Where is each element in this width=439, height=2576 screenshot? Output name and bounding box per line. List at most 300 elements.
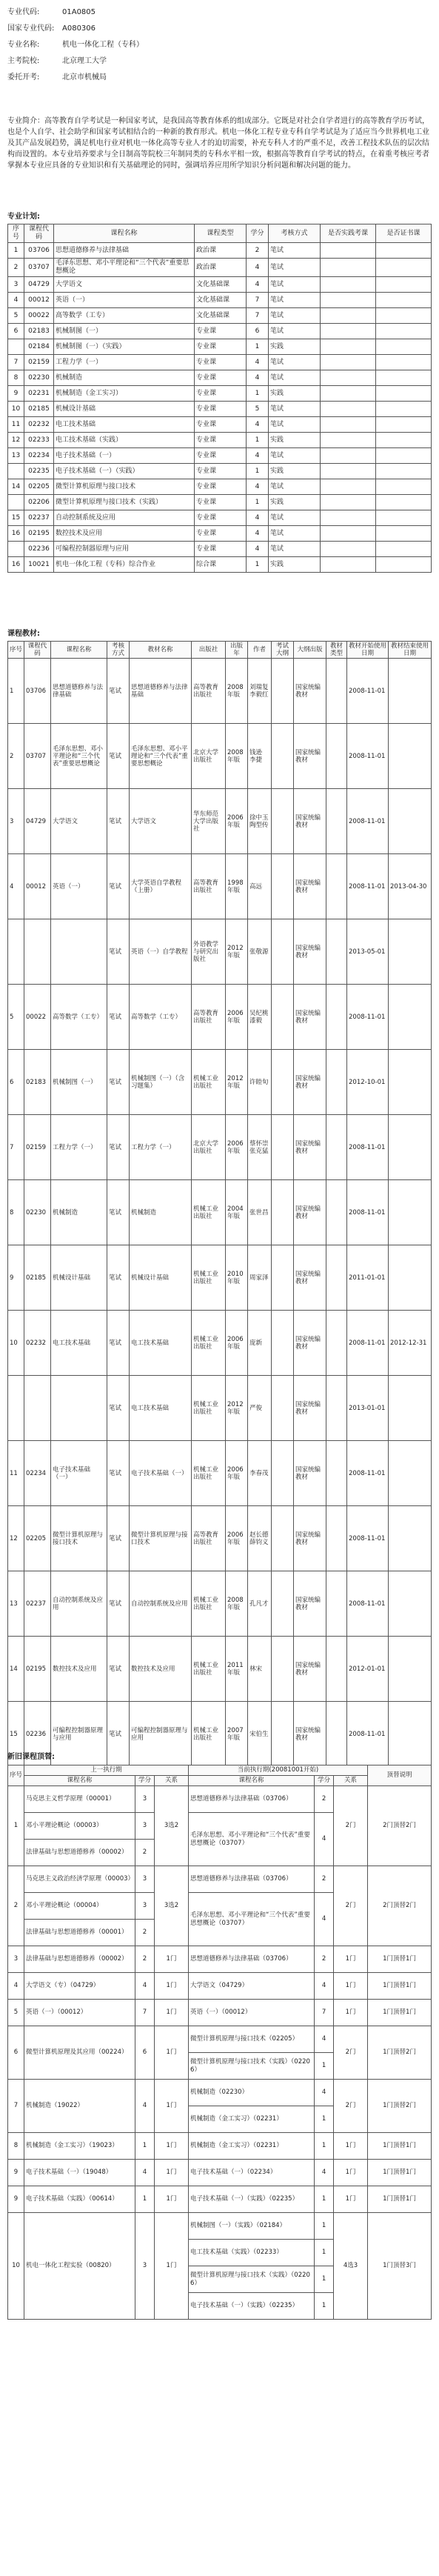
books-cell: 机械设计基础 <box>130 1245 192 1311</box>
replace-old-course: 电子技术基础（一）（19048） <box>24 2160 135 2186</box>
major-name: 机电一体化工程（专科） <box>62 41 144 49</box>
plan-header-cell: 课程类型 <box>195 224 247 243</box>
books-cell <box>389 1050 432 1115</box>
plan-cell: 专业课 <box>195 402 247 417</box>
plan-cell <box>321 339 376 355</box>
books-cell: 2008年版 <box>226 1571 248 1637</box>
replace-header-row-1 <box>8 1765 432 1776</box>
replace-old-credit: 3 <box>135 1866 155 1893</box>
plan-cell <box>321 308 376 324</box>
books-cell: 机械工业出版社 <box>192 1376 226 1441</box>
plan-row <box>8 259 432 277</box>
plan-cell: 工程力学（一） <box>54 355 195 370</box>
books-cell <box>389 985 432 1050</box>
plan-cell: 机械设计基础 <box>54 402 195 417</box>
replace-new-course: 思想道德修养与法律基础（03706） <box>189 1946 315 1973</box>
replace-subheader-cell: 学分 <box>315 1776 334 1786</box>
books-cell: 11 <box>8 1441 24 1506</box>
plan-cell <box>376 308 432 324</box>
plan-cell: 专业课 <box>195 526 247 542</box>
books-cell <box>389 1441 432 1506</box>
plan-cell: 电子技术基础（一） <box>54 448 195 464</box>
books-header-cell: 教材开始使用日期 <box>347 642 389 659</box>
books-header-cell: 课程代码 <box>24 642 51 659</box>
plan-cell <box>321 259 376 277</box>
plan-row <box>8 542 432 557</box>
plan-cell: 实践 <box>269 433 321 448</box>
books-cell: 2008年版 <box>226 659 248 724</box>
plan-cell: 7 <box>247 308 269 324</box>
replace-new-credit: 1 <box>315 2106 334 2133</box>
replace-old-relation: 1门 <box>155 2213 189 2320</box>
books-cell: 电工技术基础 <box>51 1311 107 1376</box>
books-cell: 微型计算机原理与接口技术 <box>51 1506 107 1571</box>
books-cell <box>272 1702 294 1767</box>
replace-row <box>8 2213 432 2240</box>
books-cell: 刘瑞复 李毅红 <box>248 659 272 724</box>
books-cell <box>326 1311 347 1376</box>
plan-cell: 1 <box>247 339 269 355</box>
plan-cell <box>376 386 432 402</box>
replace-no: 7 <box>8 2080 24 2133</box>
replace-head-old: 上一执行期 <box>24 1765 189 1776</box>
replace-new-relation: 1门 <box>334 1973 368 2000</box>
books-cell <box>389 1637 432 1702</box>
books-cell: 机械工业出版社 <box>192 1180 226 1245</box>
replace-new-course: 毛泽东思想、邓小平理论和“三个代表”重要思想概论（03707） <box>189 1893 315 1946</box>
books-cell: 严俊 <box>248 1376 272 1441</box>
books-cell: 02159 <box>24 1115 51 1180</box>
plan-cell: 笔试 <box>269 259 321 277</box>
plan-cell: 笔试 <box>269 526 321 542</box>
replace-old-course: 机械制造（19022） <box>24 2080 135 2133</box>
plan-cell: 政治课 <box>195 243 247 259</box>
replace-new-credit: 1 <box>315 2266 334 2293</box>
plan-cell: 专业课 <box>195 495 247 510</box>
replace-new-credit: 4 <box>315 1893 334 1946</box>
plan-cell: 机械制图（一）（实践） <box>54 339 195 355</box>
books-cell: 02236 <box>24 1702 51 1767</box>
plan-cell <box>376 479 432 495</box>
books-row <box>8 919 432 985</box>
plan-cell: 02159 <box>24 355 54 370</box>
books-cell: 外语教学与研究出版社 <box>192 919 226 985</box>
books-cell: 笔试 <box>107 1506 130 1571</box>
books-cell: 03707 <box>24 724 51 789</box>
replace-row <box>8 2186 432 2213</box>
books-cell: 2012年版 <box>226 919 248 985</box>
books-cell: 工程力学（一） <box>130 1115 192 1180</box>
plan-cell: 03706 <box>24 243 54 259</box>
replace-old-course: 机械制造（金工实习）（19023） <box>24 2133 135 2160</box>
plan-cell: 02233 <box>24 433 54 448</box>
replace-new-course: 毛泽东思想、邓小平理论和“三个代表”重要思想概论（03707） <box>189 1813 315 1866</box>
replace-no: 9 <box>8 2186 24 2213</box>
replace-new-course: 思想道德修养与法律基础（03706） <box>189 1786 315 1813</box>
plan-header-cell: 学分 <box>247 224 269 243</box>
books-title: 课程教材: <box>7 630 40 638</box>
plan-cell: 文化基础课 <box>195 308 247 324</box>
replace-new-credit: 1 <box>315 2293 334 2320</box>
plan-cell <box>376 510 432 526</box>
replace-old-course: 马克思主义哲学原理（00001） <box>24 1786 135 1813</box>
books-cell: 李春茂 <box>248 1441 272 1506</box>
books-header-row <box>8 642 432 659</box>
books-row <box>8 1637 432 1702</box>
plan-cell: 专业课 <box>195 339 247 355</box>
books-cell: 2006年版 <box>226 1506 248 1571</box>
plan-cell <box>376 542 432 557</box>
books-row <box>8 854 432 919</box>
books-cell: 高等教育出版社 <box>192 985 226 1050</box>
books-cell: 笔试 <box>107 854 130 919</box>
plan-cell: 专业课 <box>195 355 247 370</box>
replace-row <box>8 2026 432 2053</box>
plan-cell: 5 <box>247 402 269 417</box>
plan-cell <box>376 277 432 293</box>
books-cell <box>326 789 347 854</box>
books-cell: 自动控制系统及应用 <box>130 1571 192 1637</box>
books-cell: 国家统编教材 <box>294 1376 326 1441</box>
plan-cell: 笔试 <box>269 293 321 308</box>
replace-row <box>8 1946 432 1973</box>
replace-head-desc: 顶替说明 <box>368 1765 432 1786</box>
plan-row <box>8 557 432 573</box>
replace-new-course: 微型计算机原理与接口技术（实践）（02206） <box>189 2053 315 2080</box>
plan-cell: 00012 <box>24 293 54 308</box>
books-cell <box>389 1245 432 1311</box>
replace-old-credit: 3 <box>135 1786 155 1813</box>
replace-new-credit: 4 <box>315 2080 334 2106</box>
plan-cell: 笔试 <box>269 417 321 433</box>
books-header-cell: 教材类型 <box>326 642 347 659</box>
books-cell: 工程力学（一） <box>51 1115 107 1180</box>
books-cell: 5 <box>8 985 24 1050</box>
replace-old-course: 微型计算机原理及其应用（00224） <box>24 2026 135 2080</box>
books-cell: 2013-01-01 <box>347 1376 389 1441</box>
replace-old-credit: 2 <box>135 1920 155 1946</box>
replace-subheader-cell: 关系 <box>155 1776 189 1786</box>
books-cell: 2008-11-01 <box>347 985 389 1050</box>
books-cell: 2012年版 <box>226 1376 248 1441</box>
plan-cell: 8 <box>8 370 24 386</box>
plan-cell: 实践 <box>269 557 321 573</box>
books-cell <box>389 1376 432 1441</box>
plan-row <box>8 339 432 355</box>
plan-cell <box>321 386 376 402</box>
plan-cell: 数控技术及应用 <box>54 526 195 542</box>
books-cell: 机械工业出版社 <box>192 1311 226 1376</box>
books-cell: 笔试 <box>107 1245 130 1311</box>
national-code: A080306 <box>62 24 96 33</box>
plan-cell: 专业课 <box>195 433 247 448</box>
plan-cell <box>376 417 432 433</box>
plan-cell: 政治课 <box>195 259 247 277</box>
plan-cell: 专业课 <box>195 324 247 339</box>
plan-cell: 专业课 <box>195 448 247 464</box>
replace-new-relation: 2门 <box>334 2080 368 2133</box>
replace-new-course: 机械制造（金工实习）（02231） <box>189 2133 315 2160</box>
books-cell: 2006年版 <box>226 1115 248 1180</box>
books-cell: 可编程控制器原理与应用 <box>130 1702 192 1767</box>
plan-cell: 实践 <box>269 464 321 479</box>
books-cell: 自动控制系统及应用 <box>51 1571 107 1637</box>
books-cell: 2011年版 <box>226 1637 248 1702</box>
replace-desc: 1门顶替1门 <box>368 1973 432 2000</box>
books-cell: 2012-10-01 <box>347 1050 389 1115</box>
plan-cell: 机械制造（金工实习） <box>54 386 195 402</box>
books-cell <box>272 1637 294 1702</box>
books-cell: 国家统编教材 <box>294 1050 326 1115</box>
books-row <box>8 1702 432 1767</box>
books-cell: 02183 <box>24 1050 51 1115</box>
plan-cell: 1 <box>247 433 269 448</box>
plan-row <box>8 417 432 433</box>
books-cell: 毛泽东思想、邓小平理论和“三个代表”重要思想概论 <box>51 724 107 789</box>
books-cell: 机械设计基础 <box>51 1245 107 1311</box>
plan-cell: 1 <box>247 464 269 479</box>
books-cell <box>326 1050 347 1115</box>
books-cell: 2008-11-01 <box>347 789 389 854</box>
books-cell: 笔试 <box>107 1571 130 1637</box>
books-cell: 机械制造 <box>51 1180 107 1245</box>
plan-cell: 10021 <box>24 557 54 573</box>
books-cell: 周家泽 <box>248 1245 272 1311</box>
replace-old-course: 电子技术基础（实践）（00614） <box>24 2186 135 2213</box>
books-cell <box>326 1571 347 1637</box>
books-cell <box>272 724 294 789</box>
books-cell: 2006年版 <box>226 985 248 1050</box>
books-cell: 思想道德修养与法律基础 <box>51 659 107 724</box>
plan-row <box>8 510 432 526</box>
plan-cell: 可编程控制器原理与应用 <box>54 542 195 557</box>
plan-cell: 专业课 <box>195 417 247 433</box>
books-row <box>8 1311 432 1376</box>
replace-old-course: 法律基础与思想道德修养（00002） <box>24 1840 135 1866</box>
books-cell: 国家统编教材 <box>294 1637 326 1702</box>
plan-cell <box>321 402 376 417</box>
books-cell: 2008-11-01 <box>347 659 389 724</box>
books-cell: 张敬源 <box>248 919 272 985</box>
plan-title: 专业计划: <box>7 213 40 221</box>
books-cell: 2013-05-01 <box>347 919 389 985</box>
plan-cell: 13 <box>8 448 24 464</box>
books-cell: 徐中玉 陶型传 <box>248 789 272 854</box>
replace-old-course: 法律基础与思想道德修养（00001） <box>24 1920 135 1946</box>
replace-new-course: 电子技术基础（一）（实践）（02235） <box>189 2293 315 2320</box>
books-cell: 国家统编教材 <box>294 919 326 985</box>
plan-cell <box>321 417 376 433</box>
books-cell: 02195 <box>24 1637 51 1702</box>
books-cell: 机械工业出版社 <box>192 1637 226 1702</box>
books-cell: 笔试 <box>107 1050 130 1115</box>
replace-subheader-cell: 课程名称 <box>189 1776 315 1786</box>
books-cell: 国家统编教材 <box>294 1311 326 1376</box>
replace-new-relation: 2门 <box>334 1866 368 1946</box>
plan-row <box>8 386 432 402</box>
plan-row <box>8 433 432 448</box>
books-cell: 2008年版 <box>226 724 248 789</box>
replace-old-credit: 7 <box>135 2000 155 2026</box>
books-cell <box>389 919 432 985</box>
books-cell: 北京大学出版社 <box>192 1115 226 1180</box>
plan-cell: 自动控制系统及应用 <box>54 510 195 526</box>
replace-old-course: 马克思主义政治经济学原理（00003） <box>24 1866 135 1893</box>
plan-cell: 2 <box>247 243 269 259</box>
plan-cell <box>376 433 432 448</box>
books-cell: 国家统编教材 <box>294 1506 326 1571</box>
books-cell: 赵长德 薛钧义 <box>248 1506 272 1571</box>
replace-new-course: 电子技术基础（一）（02234） <box>189 2160 315 2186</box>
plan-cell: 1 <box>8 243 24 259</box>
plan-cell: 02237 <box>24 510 54 526</box>
books-row <box>8 1050 432 1115</box>
replace-old-relation: 1门 <box>155 1973 189 2000</box>
books-cell <box>24 1376 51 1441</box>
plan-cell <box>376 402 432 417</box>
books-cell: 微型计算机原理与接口技术 <box>130 1506 192 1571</box>
plan-cell: 实践 <box>269 386 321 402</box>
plan-row <box>8 495 432 510</box>
plan-cell: 02235 <box>24 464 54 479</box>
replace-new-credit: 2 <box>315 1866 334 1893</box>
books-row <box>8 724 432 789</box>
replace-new-relation: 1门 <box>334 2186 368 2213</box>
plan-cell: 4 <box>247 259 269 277</box>
replace-new-relation: 1门 <box>334 2160 368 2186</box>
plan-cell: 9 <box>8 386 24 402</box>
plan-cell: 专业课 <box>195 464 247 479</box>
plan-cell: 4 <box>247 355 269 370</box>
plan-header-cell: 课程名称 <box>54 224 195 243</box>
books-cell <box>272 1115 294 1180</box>
books-cell: 2007年版 <box>226 1702 248 1767</box>
replace-old-relation: 1门 <box>155 1946 189 1973</box>
plan-cell <box>376 448 432 464</box>
plan-cell: 14 <box>8 479 24 495</box>
books-cell: 2008-11-01 <box>347 1311 389 1376</box>
books-cell: 2011-01-01 <box>347 1245 389 1311</box>
plan-cell: 1 <box>247 495 269 510</box>
replace-new-course: 电子技术基础（一）（实践）（02235） <box>189 2186 315 2213</box>
books-cell: 13 <box>8 1571 24 1637</box>
books-cell: 2012-12-31 <box>389 1311 432 1376</box>
plan-cell: 02231 <box>24 386 54 402</box>
plan-cell <box>321 433 376 448</box>
replace-subheader-cell: 课程名称 <box>24 1776 135 1786</box>
plan-cell: 02232 <box>24 417 54 433</box>
books-cell: 笔试 <box>107 919 130 985</box>
books-cell: 张世昌 <box>248 1180 272 1245</box>
delegate-org: 北京市机械局 <box>62 73 107 81</box>
replace-new-credit: 4 <box>315 2160 334 2186</box>
replace-table <box>7 1765 432 2320</box>
books-cell: 02237 <box>24 1571 51 1637</box>
books-cell: 国家统编教材 <box>294 659 326 724</box>
plan-cell: 02183 <box>24 324 54 339</box>
books-cell <box>8 919 24 985</box>
plan-cell: 笔试 <box>269 402 321 417</box>
books-cell: 国家统编教材 <box>294 724 326 789</box>
plan-cell <box>321 370 376 386</box>
replace-no: 2 <box>8 1866 24 1946</box>
replace-desc: 1门顶替1门 <box>368 2133 432 2160</box>
replace-new-credit: 1 <box>315 2186 334 2213</box>
replace-old-credit: 6 <box>135 2026 155 2080</box>
plan-header-cell: 考核方式 <box>269 224 321 243</box>
plan-cell: 专业课 <box>195 542 247 557</box>
books-cell <box>326 854 347 919</box>
books-cell: 笔试 <box>107 1637 130 1702</box>
books-cell: 15 <box>8 1702 24 1767</box>
books-cell: 2008-11-01 <box>347 1571 389 1637</box>
books-cell <box>326 1702 347 1767</box>
books-cell: 00022 <box>24 985 51 1050</box>
plan-cell: 笔试 <box>269 479 321 495</box>
replace-new-credit: 4 <box>315 2026 334 2053</box>
books-cell: 孔凡才 <box>248 1571 272 1637</box>
plan-cell: 6 <box>8 324 24 339</box>
plan-cell <box>376 259 432 277</box>
plan-cell <box>321 557 376 573</box>
replace-new-credit: 2 <box>315 1946 334 1973</box>
books-cell: 大学英语自学教程（上册） <box>130 854 192 919</box>
books-cell: 02185 <box>24 1245 51 1311</box>
books-cell <box>326 919 347 985</box>
books-row <box>8 1571 432 1637</box>
replace-row <box>8 2080 432 2106</box>
host-school: 北京理工大学 <box>62 57 107 65</box>
books-cell: 笔试 <box>107 1376 130 1441</box>
replace-no: 6 <box>8 2026 24 2080</box>
replace-no: 10 <box>8 2213 24 2320</box>
replace-no: 8 <box>8 2133 24 2160</box>
plan-header-cell: 序号 <box>8 224 24 243</box>
plan-cell: 02230 <box>24 370 54 386</box>
plan-cell: 4 <box>247 542 269 557</box>
books-cell <box>51 1376 107 1441</box>
plan-cell: 02184 <box>24 339 54 355</box>
replace-no: 9 <box>8 2160 24 2186</box>
books-cell: 国家统编教材 <box>294 854 326 919</box>
books-cell: 国家统编教材 <box>294 1571 326 1637</box>
books-row <box>8 985 432 1050</box>
plan-row <box>8 355 432 370</box>
replace-new-credit: 4 <box>315 1813 334 1866</box>
books-cell: 2013-04-30 <box>389 854 432 919</box>
books-cell <box>272 1180 294 1245</box>
plan-cell <box>376 370 432 386</box>
plan-cell <box>321 495 376 510</box>
books-cell: 笔试 <box>107 659 130 724</box>
books-header-cell: 作者 <box>248 642 272 659</box>
books-cell: 10 <box>8 1311 24 1376</box>
replace-new-relation: 1门 <box>334 2133 368 2160</box>
books-cell: 数控技术及应用 <box>130 1637 192 1702</box>
replace-desc: 1门顶替1门 <box>368 2160 432 2186</box>
plan-cell: 02185 <box>24 402 54 417</box>
plan-cell: 笔试 <box>269 448 321 464</box>
plan-cell: 英语（一） <box>54 293 195 308</box>
books-header-cell: 考试大纲 <box>272 642 294 659</box>
books-cell: 北京大学出版社 <box>192 724 226 789</box>
books-cell <box>326 1180 347 1245</box>
books-cell <box>272 854 294 919</box>
replace-old-credit: 1 <box>135 2186 155 2213</box>
replace-old-credit: 3 <box>135 1893 155 1920</box>
plan-cell: 00022 <box>24 308 54 324</box>
books-cell: 国家统编教材 <box>294 1441 326 1506</box>
